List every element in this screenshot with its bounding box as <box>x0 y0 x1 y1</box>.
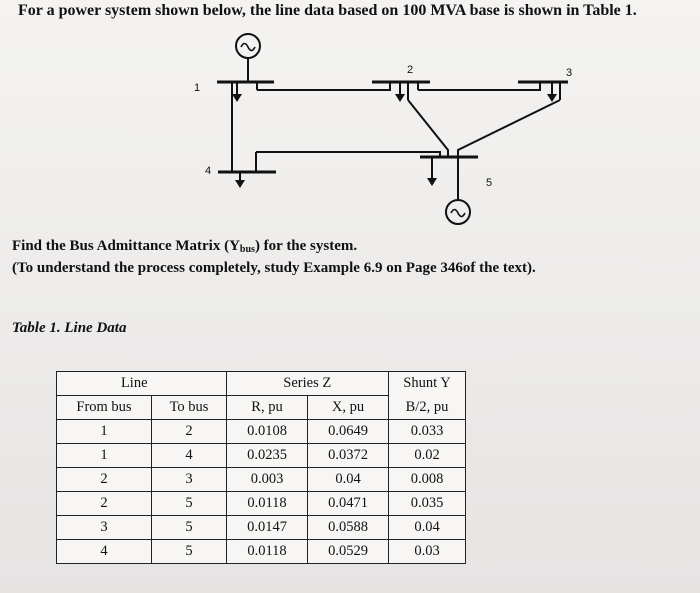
cell-r: 0.0147 <box>227 516 308 540</box>
table-row <box>57 516 466 540</box>
cell-to-bus: 4 <box>152 444 227 468</box>
cell-r: 0.0235 <box>227 444 308 468</box>
problem-statement: For a power system shown below, the line data based on 100 MVA base is shown in Table 1. <box>18 2 637 19</box>
load-5-arrow-icon <box>427 178 437 186</box>
table-row <box>57 420 466 444</box>
bus-2-label: 2 <box>407 64 414 76</box>
task-note: (To understand the process completely, study Example 6.9 on Page 346of the text). <box>12 260 536 276</box>
table-group-header-row <box>57 372 466 396</box>
table-title: Table 1. Line Data <box>12 320 127 336</box>
table-row <box>57 468 466 492</box>
cell-to-bus: 5 <box>152 540 227 564</box>
cell-r: 0.0118 <box>227 492 308 516</box>
load-1-arrow-icon <box>232 94 242 102</box>
group-header-line: Line <box>120 375 148 391</box>
table-row <box>57 540 466 564</box>
cell-to-bus: 5 <box>152 516 227 540</box>
group-header-line-spacer <box>152 372 227 396</box>
column-header-b2: B/2, pu <box>389 396 466 420</box>
cell-from-bus: 4 <box>57 540 152 564</box>
cell-from-bus: 2 <box>57 468 152 492</box>
table-column-header-row <box>57 396 466 420</box>
cell-r: 0.0108 <box>227 420 308 444</box>
bus-5-label: 5 <box>486 177 493 189</box>
column-header-r: R, pu <box>227 396 308 420</box>
cell-b2: 0.008 <box>389 468 466 492</box>
task-text-part1: Find the Bus Admittance Matrix (Y <box>12 238 240 254</box>
cell-x: 0.0649 <box>308 420 389 444</box>
group-header-seriesz-cell <box>227 372 332 396</box>
generator-1-sine-icon <box>241 44 255 51</box>
bus-3-label: 3 <box>566 67 573 79</box>
cell-from-bus: 3 <box>57 516 152 540</box>
line-data-table <box>56 371 466 564</box>
cell-x: 0.0471 <box>308 492 389 516</box>
task-subscript: bus <box>239 244 255 255</box>
load-2-arrow-icon <box>395 94 405 102</box>
table-row <box>57 444 466 468</box>
one-line-diagram <box>0 0 700 235</box>
column-header-to-bus: To bus <box>152 396 227 420</box>
table-row <box>57 492 466 516</box>
cell-from-bus: 1 <box>57 420 152 444</box>
cell-to-bus: 5 <box>152 492 227 516</box>
cell-to-bus: 3 <box>152 468 227 492</box>
cell-from-bus: 1 <box>57 444 152 468</box>
bus-4-label: 4 <box>205 165 212 177</box>
cell-x: 0.04 <box>308 468 389 492</box>
cell-r: 0.0118 <box>227 540 308 564</box>
group-header-line-cell <box>57 372 152 396</box>
column-header-x: X, pu <box>308 396 389 420</box>
group-header-shunt-y: Shunt Y <box>389 372 466 396</box>
cell-b2: 0.033 <box>389 420 466 444</box>
cell-r: 0.003 <box>227 468 308 492</box>
cell-x: 0.0372 <box>308 444 389 468</box>
column-header-from-bus: From bus <box>57 396 152 420</box>
cell-b2: 0.035 <box>389 492 466 516</box>
cell-b2: 0.03 <box>389 540 466 564</box>
cell-x: 0.0529 <box>308 540 389 564</box>
bus-1-label: 1 <box>194 82 201 94</box>
group-header-series-z: Series Z <box>283 375 332 391</box>
cell-b2: 0.02 <box>389 444 466 468</box>
task-text-part2: ) for the system. <box>254 238 358 254</box>
load-4-arrow-icon <box>235 180 245 188</box>
generator-5-sine-icon <box>451 210 465 217</box>
task-text <box>12 238 357 255</box>
cell-x: 0.0588 <box>308 516 389 540</box>
cell-from-bus: 2 <box>57 492 152 516</box>
load-3-arrow-icon <box>547 94 557 102</box>
cell-to-bus: 2 <box>152 420 227 444</box>
cell-b2: 0.04 <box>389 516 466 540</box>
